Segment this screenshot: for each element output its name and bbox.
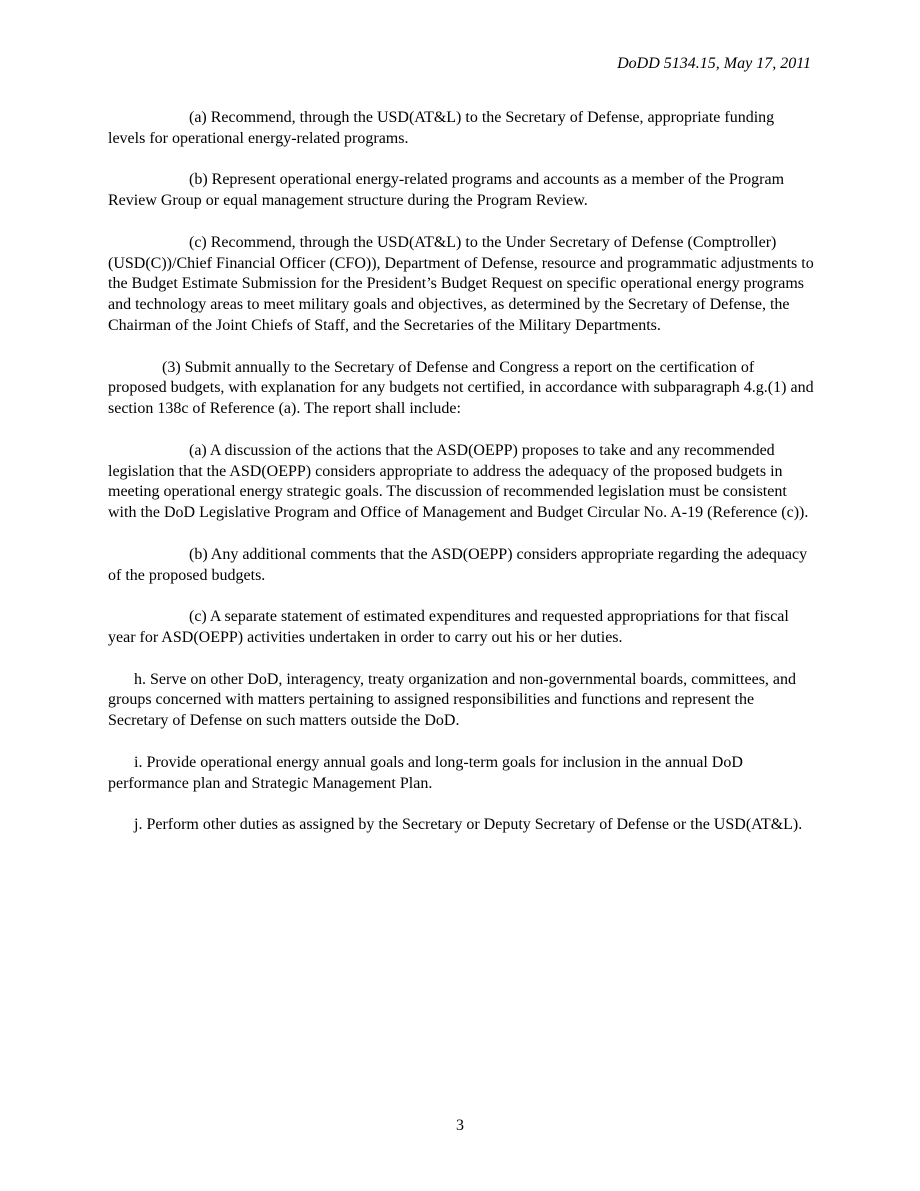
page-number: 3: [456, 1117, 464, 1134]
paragraph-3: (3) Submit annually to the Secretary of Defense and Congress a report on the certification of proposed budgets, with explanation for any budgets not certified, in accordance with subparagraph 4.g.(1) and section 138c of Reference (a). The report shall include:: [108, 358, 814, 418]
paragraph-3a: (a) A discussion of the actions that the ASD(OEPP) proposes to take and any recommended legislation that the ASD(OEPP) considers appropriate to address the adequacy of the proposed budgets in meeting operational energy strategic goals. The discussion of recommended legislation must be consistent with the DoD Legislative Program and Office of Management and Budget Circular No. A-19 (Reference (c)).: [108, 441, 809, 522]
paragraph-2c: (c) Recommend, through the USD(AT&L) to the Under Secretary of Defense (Comptroller) (USD(C))/Chief Financial Officer (CFO)), Department of Defense, resource and programmatic adjustments to the Budget Estimate Submission for the President’s Budget Request on specific operational energy programs and technology areas to meet military goals and objectives, as determined by the Secretary of Defense, the Chairman of the Joint Chiefs of Staff, and the Secretaries of the Military Departments.: [108, 233, 814, 334]
paragraph-3c: (c) A separate statement of estimated expenditures and requested appropriations for that fiscal year for ASD(OEPP) activities undertaken in order to carry out his or her duties.: [108, 608, 789, 646]
paragraph-2b: (b) Represent operational energy-related programs and accounts as a member of the Program Review Group or equal management structure during the Program Review.: [108, 171, 785, 210]
document-header: DoDD 5134.15, May 17, 2011: [617, 55, 811, 72]
paragraph-3b: (b) Any additional comments that the ASD(OEPP) considers appropriate regarding the adequacy of the proposed budgets.: [108, 545, 808, 584]
paragraph-2a: (a) Recommend, through the USD(AT&L) to the Secretary of Defense, appropriate funding levels for operational energy-related programs.: [108, 109, 775, 147]
paragraph-h: h. Serve on other DoD, interagency, treaty organization and non-governmental boards, committees, and groups concerned with matters pertaining to assigned responsibilities and functions and represent the Secretary of Defense on such matters outside the DoD.: [108, 670, 797, 730]
document-body: [108, 108, 814, 857]
paragraph-j: j. Perform other duties as assigned by the Secretary or Deputy Secretary of Defense or the USD(AT&L).: [134, 816, 803, 834]
paragraph-i: i. Provide operational energy annual goals and long-term goals for inclusion in the annual DoD performance plan and Strategic Management Plan.: [108, 753, 743, 792]
